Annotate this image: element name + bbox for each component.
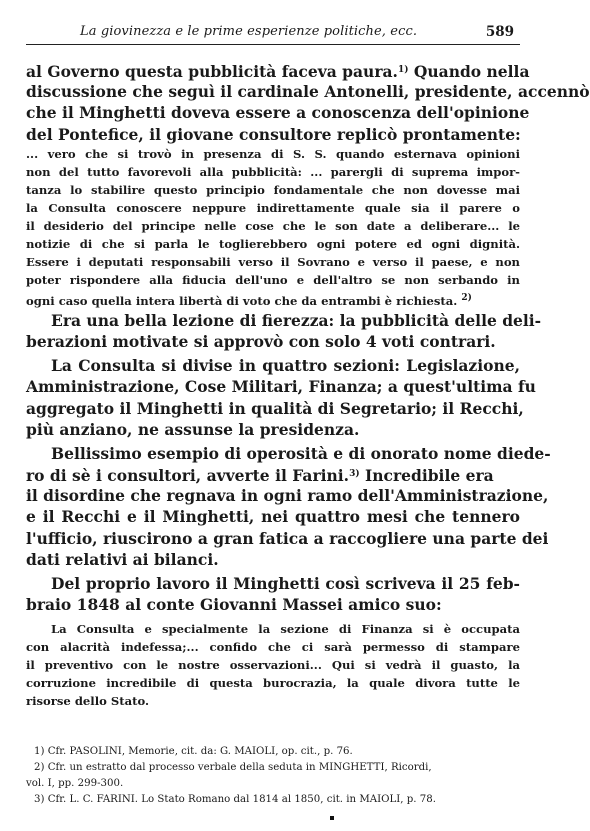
- quote-line: con alacrità indefessa;... confido che ci sarà permesso di stampare: [26, 640, 520, 655]
- block-quote-2: [26, 620, 520, 710]
- body-text: [26, 60, 590, 710]
- text-line: discussione che seguì il cardinale Antonelli, presidente, accennò: [26, 82, 590, 102]
- text-line: che il Minghetti doveva essere a conoscenza dell'opinione: [26, 103, 530, 123]
- quote-line: poter rispondere alla fiducia dell'uno e dell'altro se non serbando in: [26, 272, 520, 287]
- text-line: al Governo questa pubblicità faceva paura.$^{1)}$ Quando nella: [26, 62, 530, 81]
- page-number: 589: [485, 24, 514, 40]
- quote-line: tanza lo stabilire questo principio fondamentale che non dovesse mai: [26, 182, 520, 197]
- document-page: [26, 18, 590, 805]
- running-title: La giovinezza e le prime esperienze politiche, ecc.: [80, 24, 418, 39]
- text-line: dati relativi ai bilanci.: [26, 549, 219, 569]
- text-line: l'ufficio, riuscirono a gran fatica a raccogliere una parte dei: [26, 528, 549, 548]
- text-line: Era una bella lezione di fierezza: la pubblicità delle deli-: [51, 310, 542, 330]
- text-line: del Pontefice, il giovane consultore replicò prontamente:: [26, 124, 521, 144]
- quote-line: risorse dello Stato.: [26, 694, 150, 709]
- paragraph-2: [26, 310, 542, 352]
- text-line: Del proprio lavoro il Minghetti così scriveva il 25 feb-: [51, 574, 520, 593]
- footnote-ref: 2): [461, 292, 472, 303]
- text-line: Bellissimo esempio di operosità e di onorato nome diede-: [51, 443, 551, 463]
- text-line: berazioni motivate si approvò con solo 4 voti contrari.: [26, 331, 496, 351]
- paragraph-3: [26, 355, 536, 440]
- footnote-3: 3) Cfr. L. C. FARINI. Lo Stato Romano dal 1814 al 1850, cit. in MAIOLI, p. 78.: [34, 794, 436, 805]
- quote-line: ... vero che si trovò in presenza di S. S. quando esternava opinioni: [26, 146, 520, 161]
- text-line: più anziano, ne assunse la presidenza.: [26, 419, 360, 439]
- quote-line: la Consulta conoscere neppure indirettamente quale sia il parere o: [26, 200, 520, 215]
- quote-line: La Consulta e specialmente la sezione di Finanza si è occupata: [51, 622, 520, 637]
- block-quote-1: [26, 145, 520, 307]
- text-line: e il Recchi e il Minghetti, nei quattro mesi che tennero: [26, 507, 520, 527]
- text-line: La Consulta si divise in quattro sezioni: Legislazione,: [51, 356, 520, 376]
- footnote-1: 1) Cfr. PASOLINI, Memorie, cit. da: G. MAIOLI, op. cit., p. 76.: [34, 746, 353, 757]
- footnotes: [26, 744, 520, 808]
- footnote-2-cont: vol. I, pp. 299-300.: [26, 778, 124, 789]
- text-line: il disordine che regnava in ogni ramo dell'Amministrazione,: [26, 486, 549, 506]
- footnote-2: 2) Cfr. un estratto dal processo verbale della seduta in MINGHETTI, Ricordi,: [34, 762, 432, 773]
- text-line: aggregato il Minghetti in qualità di Segretario; il Recchi,: [26, 398, 524, 418]
- text-line: ro di sè i consultori, avverte il Farini.$^{3)}$ Incredibile era: [26, 466, 494, 486]
- quote-line: non del tutto favorevoli alla pubblicità: ... parergli di suprema impor-: [26, 164, 520, 179]
- text-line: Amministrazione, Cose Militari, Finanza; a quest'ultima fu: [26, 377, 536, 397]
- print-mark: [330, 816, 334, 820]
- quote-line: Essere i deputati responsabili verso il Sovrano e verso il paese, e non: [26, 254, 520, 269]
- footnote-ref: 1): [397, 65, 409, 75]
- paragraph-4: [26, 443, 551, 570]
- quote-line: il desiderio del principe nelle cose che le son date a deliberare... le: [26, 218, 520, 233]
- quote-line: ogni caso quella intera libertà di voto che da entrambi è richiesta. $^{2)}$: [26, 292, 472, 308]
- text-line: braio 1848 al conte Giovanni Massei amico suo:: [26, 595, 442, 615]
- paragraph-5: [26, 573, 520, 615]
- paragraph-1: [26, 60, 590, 145]
- quote-line: corruzione incredibile di questa burocrazia, la quale divora tutte le: [26, 676, 520, 691]
- quote-line: il preventivo con le nostre osservazioni... Qui si vedrà il guasto, la: [26, 658, 520, 673]
- page-header: [26, 18, 520, 45]
- footnote-ref: 3): [349, 469, 360, 480]
- quote-line: notizie di che si parla le toglierebbero ogni potere ed ogni dignità.: [26, 236, 520, 251]
